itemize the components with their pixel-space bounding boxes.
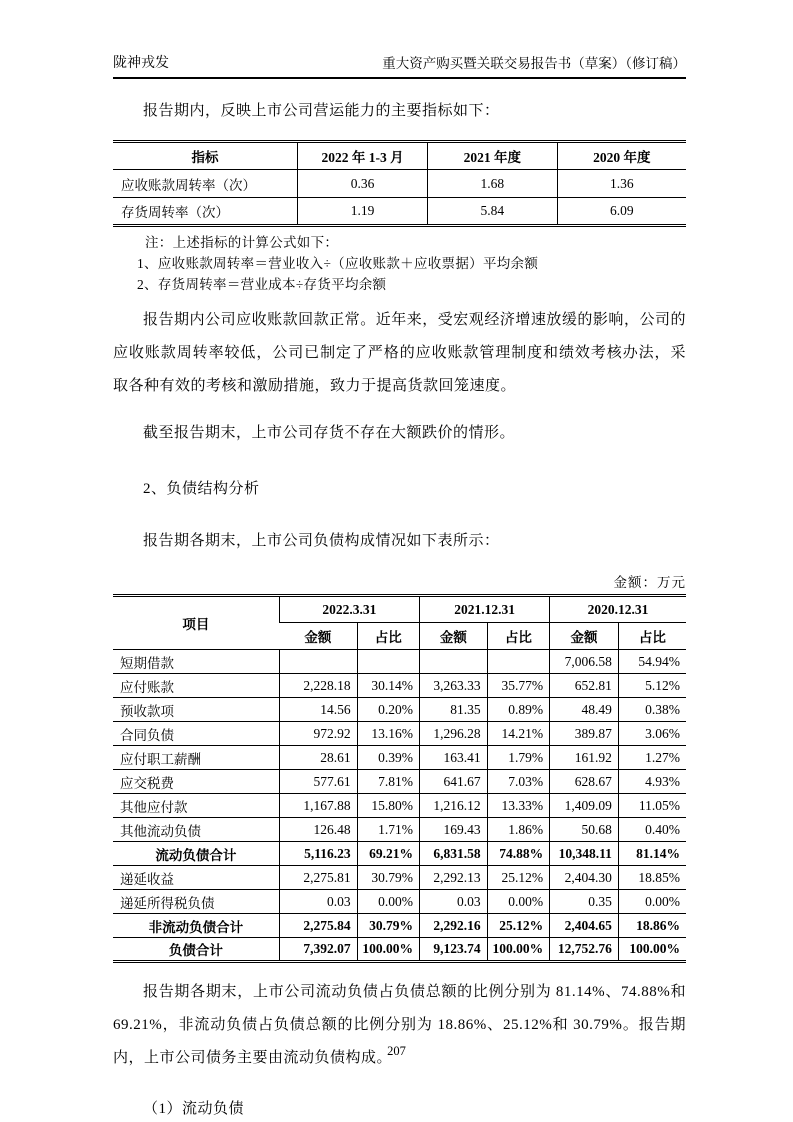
liability-row-label: 其他流动负债 (113, 818, 279, 842)
ratio-cell: 18.85% (618, 866, 686, 890)
ratio-cell: 0.89% (487, 698, 549, 722)
amount-cell: 7,006.58 (550, 650, 619, 674)
table-row-subtotal-noncurrent (113, 914, 686, 938)
amount-cell: 0.35 (550, 890, 619, 914)
liability-header-period-2020: 2020.12.31 (550, 596, 686, 623)
amount-cell: 126.48 (279, 818, 357, 842)
paragraph-inventory: 截至报告期末，上市公司存货不存在大额跌价的情形。 (143, 425, 516, 441)
indicator-value: 1.19 (298, 198, 428, 226)
ratio-cell: 25.12% (487, 914, 549, 938)
ratio-cell: 0.40% (618, 818, 686, 842)
sub-heading-current-liabilities: （1）流动负债 (143, 1101, 245, 1117)
section-heading-liability: 2、负债结构分析 (143, 481, 260, 497)
indicator-value: 5.84 (428, 198, 557, 226)
amount-cell: 2,228.18 (279, 674, 357, 698)
indicator-label: 应收账款周转率（次） (113, 170, 298, 198)
ratio-cell: 7.03% (487, 770, 549, 794)
page-number: 207 (387, 1044, 406, 1058)
operating-indicator-table (113, 140, 686, 227)
indicator-header-2021: 2021 年度 (428, 142, 557, 170)
amount-cell: 2,292.13 (420, 866, 488, 890)
liability-subheader-ratio: 占比 (618, 623, 686, 650)
ratio-cell: 15.80% (357, 794, 419, 818)
amount-cell: 2,404.65 (550, 914, 619, 938)
liability-row-label: 负债合计 (113, 938, 279, 962)
amount-cell: 163.41 (420, 746, 488, 770)
ratio-cell: 54.94% (618, 650, 686, 674)
table-row (113, 198, 686, 226)
ratio-cell: 74.88% (487, 842, 549, 866)
amount-cell: 3,263.33 (420, 674, 488, 698)
amount-cell: 0.03 (279, 890, 357, 914)
ratio-cell: 0.39% (357, 746, 419, 770)
liability-subheader-ratio: 占比 (487, 623, 549, 650)
ratio-cell: 4.93% (618, 770, 686, 794)
unit-label: 金额：万元 (613, 575, 686, 590)
liability-row-label: 短期借款 (113, 650, 279, 674)
liability-row-label: 其他应付款 (113, 794, 279, 818)
indicator-value: 6.09 (557, 198, 686, 226)
amount-cell: 577.61 (279, 770, 357, 794)
liability-row-label: 应交税费 (113, 770, 279, 794)
ratio-cell: 0.00% (487, 890, 549, 914)
amount-cell: 50.68 (550, 818, 619, 842)
ratio-cell: 1.86% (487, 818, 549, 842)
table-row (113, 674, 686, 698)
liability-row-label: 非流动负债合计 (113, 914, 279, 938)
ratio-cell: 35.77% (487, 674, 549, 698)
ratio-cell: 18.86% (618, 914, 686, 938)
table-row (113, 866, 686, 890)
ratio-cell: 30.79% (357, 866, 419, 890)
table-row (113, 650, 686, 674)
indicator-header-item: 指标 (191, 150, 219, 165)
liability-subheader-amount: 金额 (420, 623, 488, 650)
amount-cell: 389.87 (550, 722, 619, 746)
ratio-cell: 5.12% (618, 674, 686, 698)
ratio-cell: 13.33% (487, 794, 549, 818)
ratio-cell: 69.21% (357, 842, 419, 866)
page-content (113, 0, 686, 1118)
table-row (113, 698, 686, 722)
amount-cell: 14.56 (279, 698, 357, 722)
amount-cell: 9,123.74 (420, 938, 488, 962)
note-item-2: 2、存货周转率＝营业成本÷存货平均余额 (137, 277, 387, 292)
note-title: 注：上述指标的计算公式如下： (145, 235, 339, 250)
amount-cell: 12,752.76 (550, 938, 619, 962)
table-notes (113, 232, 686, 295)
ratio-cell: 14.21% (487, 722, 549, 746)
table-row-subtotal-current (113, 842, 686, 866)
ratio-cell: 30.79% (357, 914, 419, 938)
liability-header-item: 项目 (182, 617, 210, 632)
amount-cell: 1,167.88 (279, 794, 357, 818)
amount-cell: 7,392.07 (279, 938, 357, 962)
indicator-header-2022: 2022 年 1-3 月 (298, 142, 428, 170)
running-header (113, 52, 686, 79)
ratio-cell: 100.00% (357, 938, 419, 962)
liability-row-label: 预收款项 (113, 698, 279, 722)
ratio-cell (357, 650, 419, 674)
liability-row-label: 应付账款 (113, 674, 279, 698)
indicator-label: 存货周转率（次） (113, 198, 298, 226)
liability-row-label: 递延所得税负债 (113, 890, 279, 914)
amount-cell: 1,296.28 (420, 722, 488, 746)
table-row-grand-total (113, 938, 686, 962)
amount-cell (279, 650, 357, 674)
amount-cell: 6,831.58 (420, 842, 488, 866)
amount-cell: 641.67 (420, 770, 488, 794)
ratio-cell: 7.81% (357, 770, 419, 794)
ratio-cell: 0.38% (618, 698, 686, 722)
ratio-cell: 0.00% (618, 890, 686, 914)
indicator-header-2020: 2020 年度 (557, 142, 686, 170)
ratio-cell: 25.12% (487, 866, 549, 890)
ratio-cell: 100.00% (618, 938, 686, 962)
amount-cell: 81.35 (420, 698, 488, 722)
liability-header-period-2022: 2022.3.31 (279, 596, 419, 623)
amount-cell: 2,404.30 (550, 866, 619, 890)
liability-header-row-periods (113, 596, 686, 623)
table-row (113, 770, 686, 794)
table-row (113, 818, 686, 842)
ratio-cell: 1.79% (487, 746, 549, 770)
table-row (113, 722, 686, 746)
indicator-header-row (113, 142, 686, 170)
liability-subheader-amount: 金额 (550, 623, 619, 650)
note-item-1: 1、应收账款周转率＝营业收入÷（应收账款＋应收票据）平均余额 (137, 256, 539, 271)
amount-cell: 972.92 (279, 722, 357, 746)
amount-cell: 628.67 (550, 770, 619, 794)
table-row (113, 746, 686, 770)
table-row (113, 794, 686, 818)
amount-cell: 28.61 (279, 746, 357, 770)
ratio-cell: 1.27% (618, 746, 686, 770)
amount-cell: 5,116.23 (279, 842, 357, 866)
amount-cell: 2,292.16 (420, 914, 488, 938)
table-row (113, 170, 686, 198)
table-row (113, 890, 686, 914)
liability-row-label: 流动负债合计 (113, 842, 279, 866)
indicator-value: 1.36 (557, 170, 686, 198)
indicator-value: 0.36 (298, 170, 428, 198)
amount-cell: 10,348.11 (550, 842, 619, 866)
amount-cell: 48.49 (550, 698, 619, 722)
header-report-title: 重大资产购买暨关联交易报告书（草案）（修订稿） (382, 56, 686, 71)
amount-cell: 652.81 (550, 674, 619, 698)
ratio-cell: 1.71% (357, 818, 419, 842)
amount-cell: 169.43 (420, 818, 488, 842)
liability-header-period-2021: 2021.12.31 (420, 596, 550, 623)
ratio-cell: 0.20% (357, 698, 419, 722)
ratio-cell: 13.16% (357, 722, 419, 746)
liability-subheader-amount: 金额 (279, 623, 357, 650)
liability-subheader-ratio: 占比 (357, 623, 419, 650)
paragraph-operating-indicators: 报告期内，反映上市公司营运能力的主要指标如下： (143, 103, 500, 119)
ratio-cell: 11.05% (618, 794, 686, 818)
indicator-value: 1.68 (428, 170, 557, 198)
amount-cell: 1,409.09 (550, 794, 619, 818)
paragraph-receivable-policy: 报告期内公司应收账款回款正常。近年来，受宏观经济增速放缓的影响，公司的应收账款周转率较低，公司已制定了严格的应收账款管理制度和绩效考核办法，采取各种有效的考核和激励措施，致力于提高货款回笼速度。 (113, 312, 686, 394)
amount-cell (420, 650, 488, 674)
ratio-cell: 30.14% (357, 674, 419, 698)
liability-row-label: 递延收益 (113, 866, 279, 890)
ratio-cell: 81.14% (618, 842, 686, 866)
liability-row-label: 合同负债 (113, 722, 279, 746)
amount-cell: 1,216.12 (420, 794, 488, 818)
ratio-cell (487, 650, 549, 674)
paragraph-liability-summary: 报告期各期末，上市公司流动负债占负债总额的比例分别为 81.14%、74.88%和 69.21%，非流动负债占负债总额的比例分别为 18.86%、25.12%和 30.79%。报告期内，上市公司债务主要由流动负债构成。 (113, 984, 686, 1066)
liability-row-label: 应付职工薪酬 (113, 746, 279, 770)
liability-structure-table (113, 594, 686, 963)
ratio-cell: 3.06% (618, 722, 686, 746)
amount-cell: 161.92 (550, 746, 619, 770)
amount-cell: 2,275.81 (279, 866, 357, 890)
paragraph-liability-intro: 报告期各期末，上市公司负债构成情况如下表所示： (143, 533, 500, 549)
amount-cell: 2,275.84 (279, 914, 357, 938)
ratio-cell: 100.00% (487, 938, 549, 962)
ratio-cell: 0.00% (357, 890, 419, 914)
header-company-name: 陇神戎发 (113, 56, 169, 71)
amount-cell: 0.03 (420, 890, 488, 914)
